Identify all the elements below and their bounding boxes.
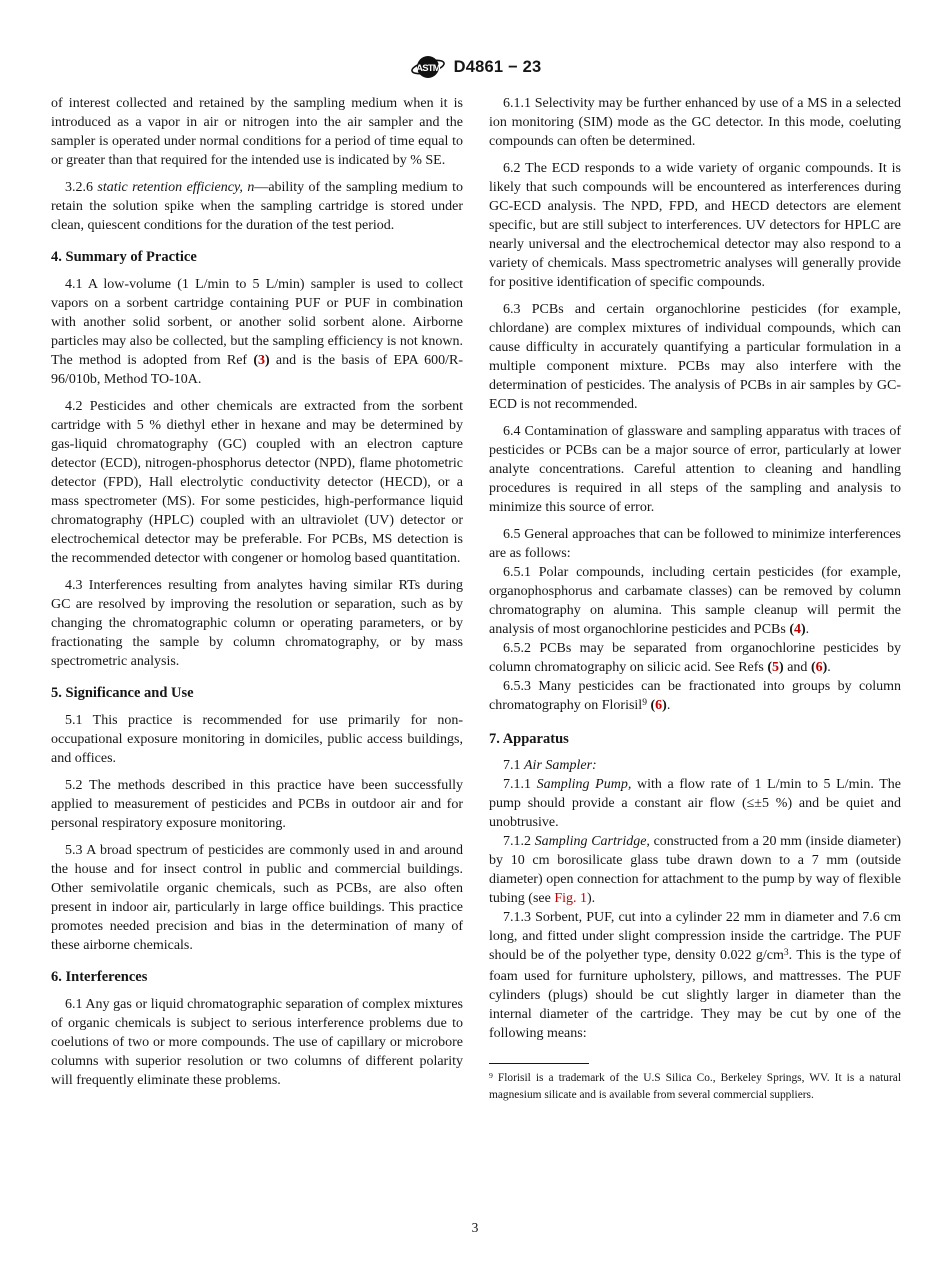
text-run: 5.1 This practice is recommended for use primarily for non-occupational exposure monitoring in domiciles, public access buildings, and offices.: [51, 713, 463, 766]
text-run: .: [827, 660, 831, 675]
text-run: 6.5 General approaches that can be followed to minimize interferences are as follows:: [489, 527, 901, 561]
text-run: and: [783, 660, 811, 675]
text-run: 6.2 The ECD responds to a wide variety of organic compounds. It is likely that such compounds will be encountered as interferences during GC-ECD analysis. The NPD, FPD, and HECD detectors are element specific, but are still subject to interferences. UV detectors for HPLC are nearly universal and the electrochemical detector may also respond to a variety of chemicals. Mass spectrometric analyses will generally provide for positive identification of specific compounds.: [489, 161, 901, 290]
text-run: static retention efficiency, n: [97, 180, 255, 195]
page-number: 3: [471, 1220, 479, 1235]
text-run: ): [801, 622, 806, 637]
text-run: (: [650, 698, 656, 713]
reference-link[interactable]: Fig. 1: [554, 891, 588, 906]
paragraph: [489, 832, 901, 908]
text-run: and is the basis of EPA 600/R-96/010b, Method TO-10A.: [51, 353, 463, 387]
section-heading: 6. Interferences: [51, 969, 148, 985]
text-run: with a flow rate of 1 L/min to 5 L/min. The pump should provide a constant air flow (≤±5 %) and be quiet and unobtrusive.: [489, 777, 901, 830]
right-column: [489, 94, 901, 1103]
paragraph: [489, 94, 901, 151]
text-run: . This is the type of foam used for furniture upholstery, pillows, and mattresses. The PUF cylinders (plugs) should be cut slightly larger in diameter than the internal diameter of the cartridge. They may be cut by one of the following means:: [489, 948, 901, 1041]
footnote-separator: [489, 1063, 589, 1064]
text-run: .: [666, 698, 671, 713]
reference-link[interactable]: 3: [258, 353, 265, 368]
text-run: 9: [489, 1070, 493, 1080]
paragraph: [489, 159, 901, 292]
text-run: Air Sampler:: [524, 758, 597, 773]
text-run: ): [779, 660, 784, 675]
reference-link[interactable]: 6: [815, 660, 823, 675]
text-run: —ability of the sampling medium to retain the solution spike when the sampling cartridge is stored under clean, quiescent conditions for the duration of the test period.: [51, 180, 463, 233]
text-run: 7.1: [503, 758, 524, 773]
text-run: 4.3 Interferences resulting from analytes having similar RTs during GC are resolved by improving the resolution or separation, such as by changing the chromatographic column or operating parameters, or by fractionating the sample by column chromatography, or by mass spectrometric analysis.: [51, 578, 463, 669]
reference-link[interactable]: 4: [794, 622, 801, 637]
text-run: 6.3 PCBs and certain organochlorine pesticides (for example, chlordane) are complex mixtures of individual compounds, which can cause difficulty in accurately quantifying a particular formulation in a multiple component mixture. PCBs may also interfere with the determination of pesticides. The analysis of PCBs in air samples by GC-ECD is not recommended.: [489, 302, 901, 412]
text-run: (: [767, 660, 773, 675]
text-run: ): [822, 660, 828, 675]
text-run: 3: [783, 947, 789, 958]
text-run: ).: [587, 891, 596, 906]
paragraph: [489, 422, 901, 517]
section-heading: 4. Summary of Practice: [51, 249, 197, 265]
paragraph: [51, 841, 463, 955]
text-run: 4.1 A low-volume (1 L/min to 5 L/min) sampler is used to collect vapors on a sorbent cartridge containing PUF or PUF in combination with another solid sorbent, or another solid sorbent alone. Airborne particles may also be collected, but the sampling efficiency is not known. The method is adopted from Ref: [51, 277, 463, 368]
paragraph: [51, 995, 463, 1090]
text-run: Sampling Cartridge,: [534, 834, 650, 849]
paragraph: [51, 397, 463, 568]
paragraph: [489, 677, 901, 717]
text-run: 6.1.1 Selectivity may be further enhanced by use of a MS in a selected ion monitoring (SIM) mode as the GC detector. In this mode, coeluting compounds can often be determined.: [489, 96, 901, 149]
paragraph: [51, 776, 463, 833]
paragraph: [489, 525, 901, 563]
text-run: 3.2.6: [65, 180, 98, 195]
text-run: 9: [642, 697, 647, 708]
two-column-body: [51, 94, 901, 1103]
text-run: Florisil is a trademark of the U.S Silica Co., Berkeley Springs, WV. It is a natural magnesium silicate and is available from several commercial suppliers.: [489, 1072, 901, 1101]
section-heading: 5. Significance and Use: [51, 685, 194, 701]
reference-link[interactable]: 5: [772, 660, 780, 675]
text-run: 6.5.2 PCBs may be separated from organochlorine pesticides by column chromatography on silicic acid. See Refs: [489, 641, 901, 675]
text-run: 4.2 Pesticides and other chemicals are extracted from the sorbent cartridge with 5 % diethyl ether in hexane and may be determined by gas-liquid chromatography (GC) coupled with an electron capture detector (ECD), nitrogen-phosphorus detector (NPD), flame photometric detector (FPD), Hall electrolytic conductivity detector (HECD), or a mass spectrometer (MS). For some pesticides, high-performance liquid chromatography (HPLC) coupled with an ultraviolet (UV) detector or electrochemical detector may be preferable. For PCBs, MS detection is the recommended detector with congener or homolog based quantitation.: [51, 399, 463, 566]
left-column: [51, 94, 463, 1103]
paragraph: [51, 275, 463, 389]
paragraph: [489, 639, 901, 677]
text-run: 7.1.2: [503, 834, 535, 849]
text-run: 5.3 A broad spectrum of pesticides are commonly used in and around the house and for insect control in public and commercial buildings. Other semivolatile organic chemicals, such as PCBs, are also often present in indoor air, particularly in large office buildings. This practice promotes needed precision and bias in the determination of many of these airborne chemicals.: [51, 843, 463, 953]
text-run: constructed from a 20 mm (inside diameter) by 10 cm borosilicate glass tube drawn down to a 7 mm (outside diameter) open connection for attachment to the pump by way of flexible tubing (see: [489, 834, 901, 906]
text-run: (: [789, 622, 794, 637]
paragraph: [51, 94, 463, 170]
paragraph: [489, 775, 901, 832]
text-run: 7.1.1: [503, 777, 537, 792]
text-run: (: [810, 660, 816, 675]
paragraph: [51, 576, 463, 671]
text-run: 6.5.3 Many pesticides can be fractionated into groups by column chromatography on Florisil: [489, 679, 901, 713]
text-run: 7.1.3 Sorbent, PUF, cut into a cylinder 22 mm in diameter and 7.6 cm long, and fitted under slight compression inside the cartridge. The PUF should be of the polyether type, density 0.022 g/cm: [489, 910, 901, 963]
text-run: (: [253, 353, 258, 368]
document-code: D4861 − 23: [453, 57, 542, 76]
text-run: 6.4 Contamination of glassware and sampling apparatus with traces of pesticides or PCBs can be a major source of error, particularly at lower analyte concentrations. Careful attention to cleaning and handling procedures is required in all steps of the sampling and analysis to minimize this source of error.: [489, 424, 901, 515]
text-run: 5.2 The methods described in this practice have been successfully applied to measurement of pesticides and PCBs in outdoor air and for personal respiratory exposure monitoring.: [51, 778, 463, 831]
text-run: Sampling Pump,: [536, 777, 632, 792]
paragraph: [489, 300, 901, 414]
text-run: .: [805, 622, 810, 637]
page-header: [51, 50, 901, 84]
paragraph: [489, 908, 901, 1043]
footnote: [489, 1063, 901, 1103]
astm-globe-logo-icon: [411, 53, 447, 81]
paragraph: [489, 756, 901, 775]
text-run: ): [265, 353, 270, 368]
paragraph: [51, 178, 463, 235]
text-run: of interest collected and retained by the sampling medium when it is introduced as a vapor in air or nitrogen into the air sampler and the sampler is operated under normal conditions for a period of time equal to or greater than that required for the intended use is indicated by % SE.: [51, 96, 463, 168]
text-run: ): [662, 698, 667, 713]
reference-link[interactable]: 6: [655, 698, 663, 713]
paragraph: [489, 563, 901, 639]
text-run: 6.5.1 Polar compounds, including certain pesticides (for example, organophosphorus and carbamate classes) can be removed by column chromatography on alumina. This sample cleanup will permit the analysis of most organochlorine pesticides and PCBs: [489, 565, 901, 637]
paragraph: [51, 711, 463, 768]
text-run: 6.1 Any gas or liquid chromatographic separation of complex mixtures of organic chemicals is subject to serious interference problems due to coelutions of two or more compounds. The use of capillary or microbore columns with superior resolution or two columns of different polarity will frequently eliminate these problems.: [51, 997, 463, 1088]
section-heading: 7. Apparatus: [489, 731, 569, 747]
svg-text:ASTM: ASTM: [415, 63, 440, 74]
